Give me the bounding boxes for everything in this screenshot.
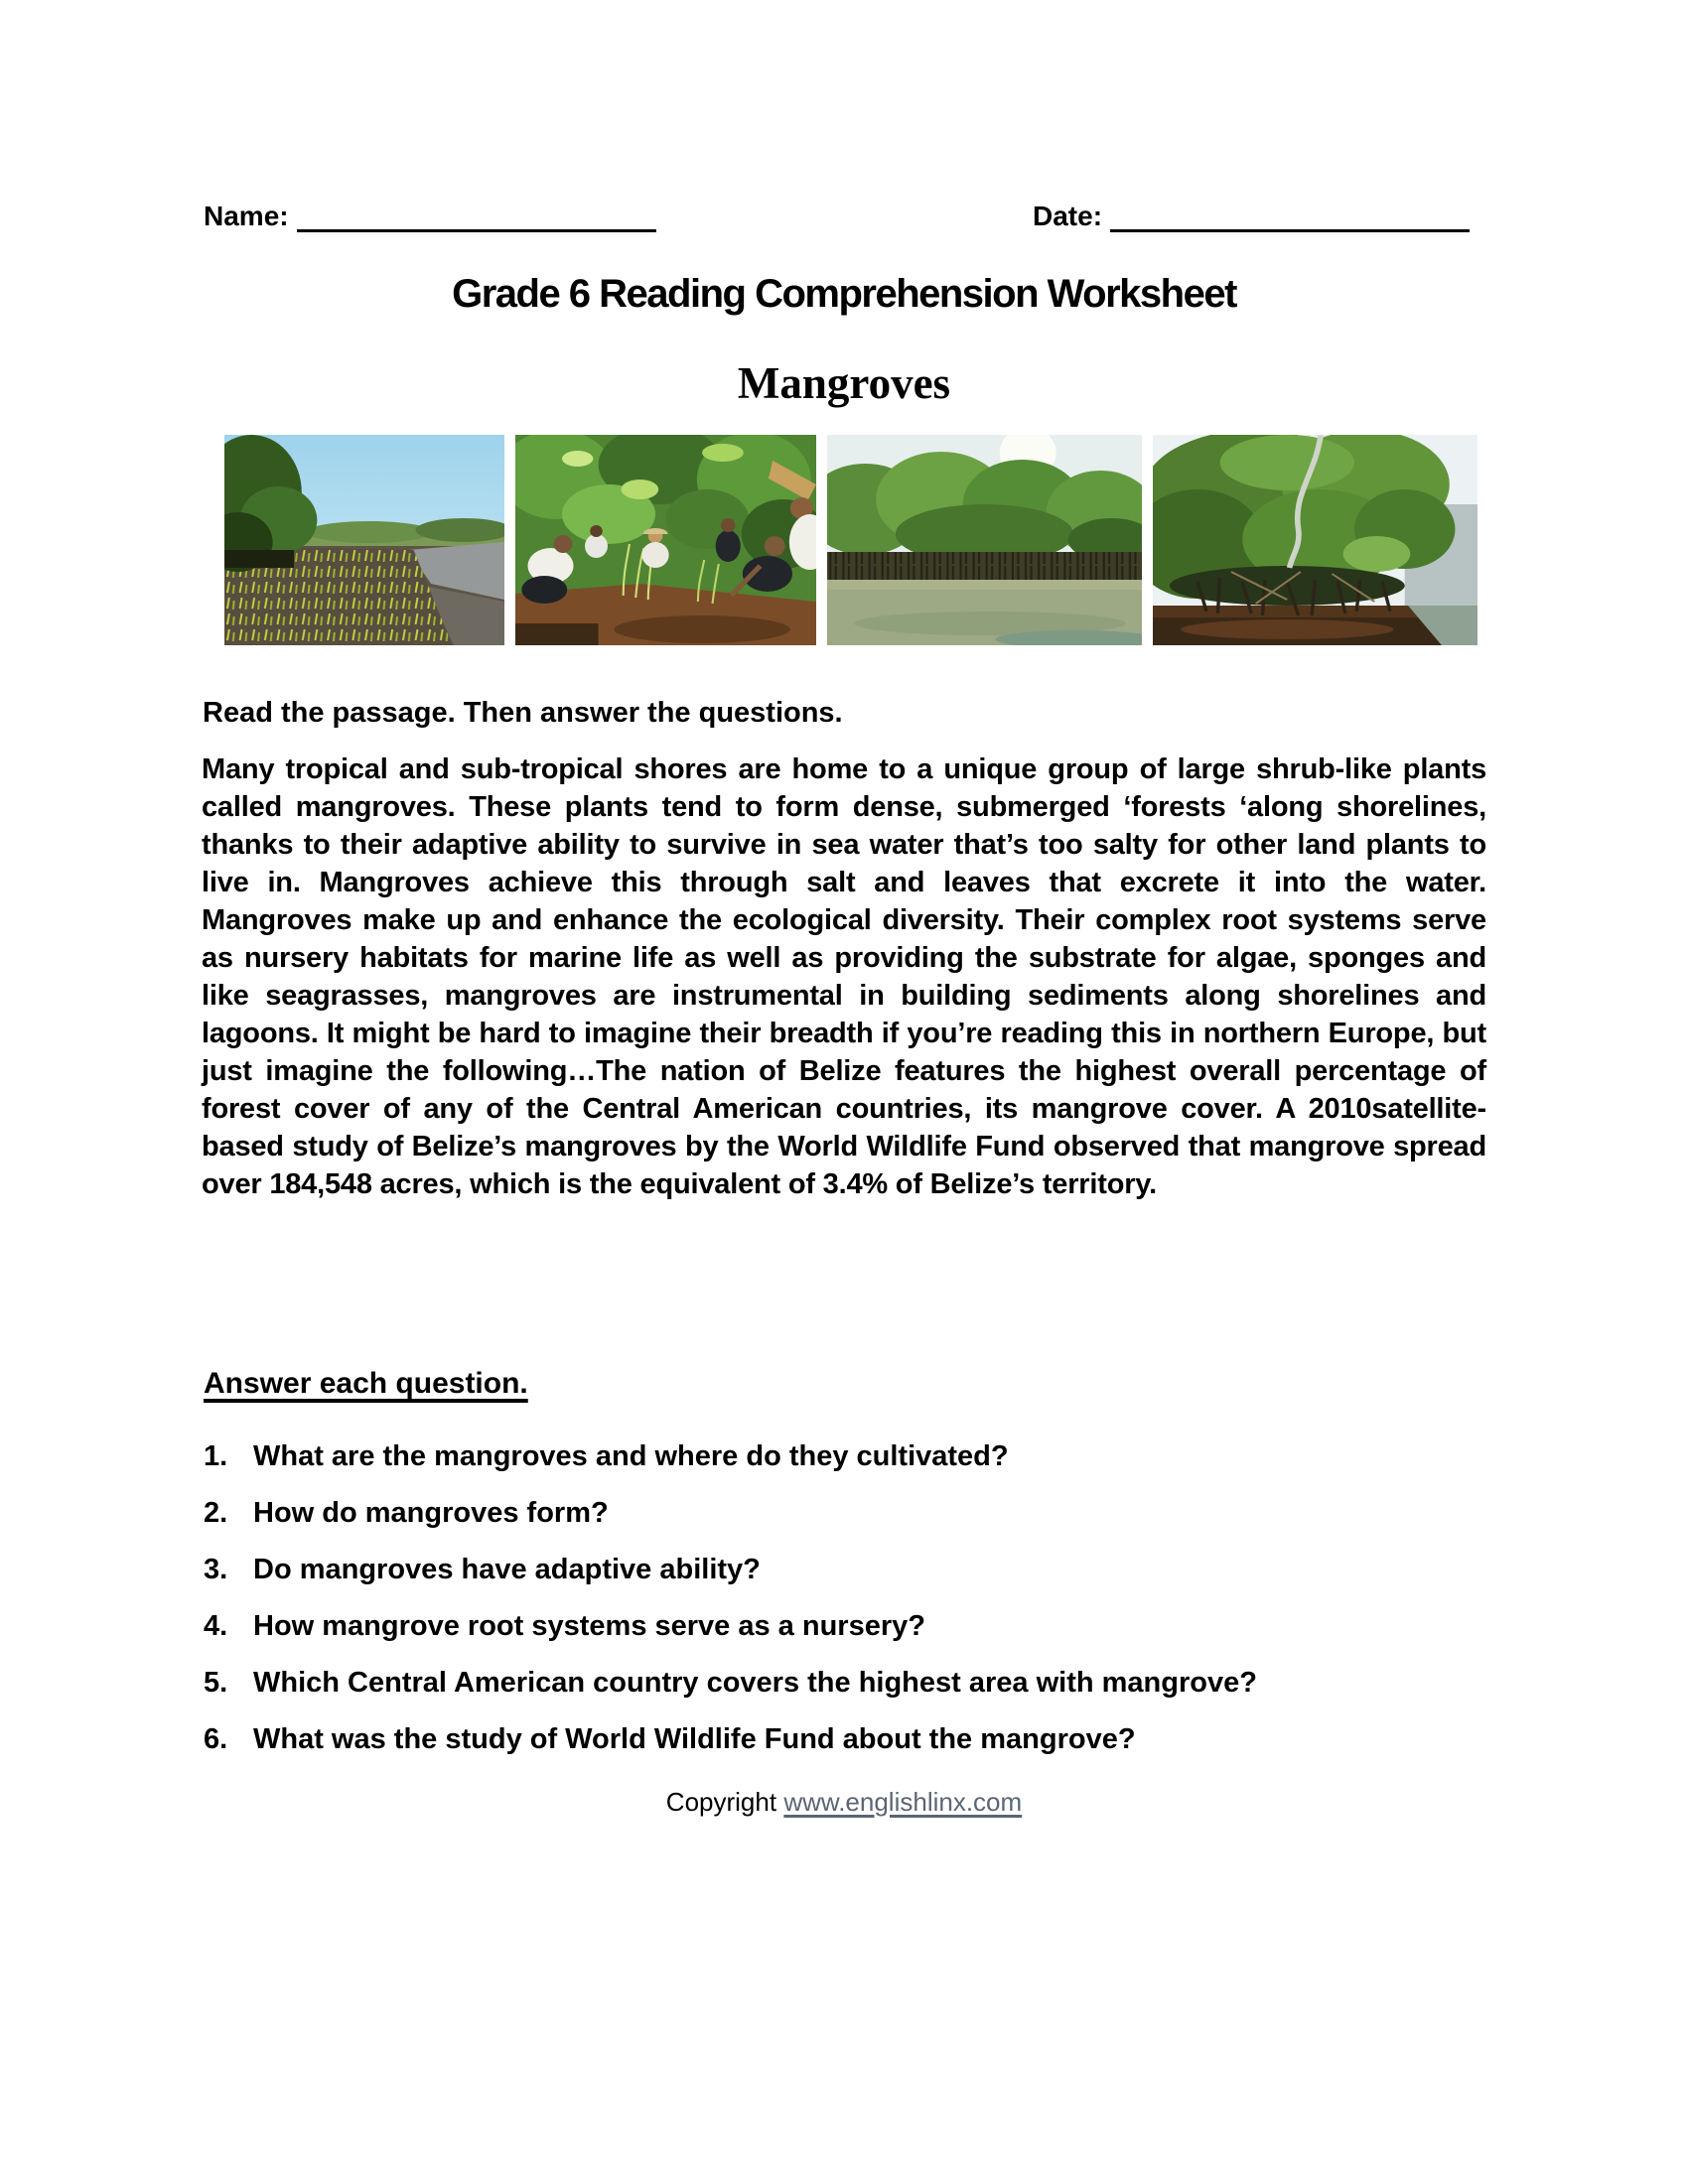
photo-strip [224, 435, 1477, 645]
question-text: What was the study of World Wildlife Fund about the mangrove? [253, 1723, 1136, 1755]
name-blank-line [297, 204, 656, 232]
question-number: 2. [204, 1497, 228, 1529]
date-label: Date: [1033, 201, 1103, 231]
mangrove-prop-roots-image [1153, 435, 1477, 645]
copyright-link[interactable]: www.englishlinx.com [783, 1787, 1023, 1817]
name-label: Name: [204, 201, 289, 231]
question-number: 6. [204, 1723, 228, 1755]
date-field [1033, 201, 1470, 232]
passage-instruction: Read the passage. Then answer the questions. [203, 697, 843, 729]
question-item [204, 1555, 1494, 1584]
question-item [204, 1441, 1494, 1471]
question-text: Which Central American country covers the highest area with mangrove? [253, 1667, 1257, 1699]
question-text: Do mangroves have adaptive ability? [253, 1554, 761, 1585]
copyright-text: Copyright [665, 1787, 777, 1817]
question-item [204, 1724, 1494, 1754]
question-text: How mangrove root systems serve as a nursery? [253, 1610, 925, 1642]
questions-list [204, 1441, 1494, 1781]
question-item [204, 1498, 1494, 1528]
photo-volunteers-planting [515, 435, 816, 645]
footer-copyright [0, 1787, 1688, 1818]
date-blank-line [1110, 204, 1470, 232]
question-text: What are the mangroves and where do they cultivated? [253, 1440, 1009, 1472]
photo-mangrove-prop-roots [1153, 435, 1477, 645]
question-number: 5. [204, 1667, 228, 1699]
page-subtitle: Mangroves [737, 358, 951, 408]
volunteers-planting-image [515, 435, 816, 645]
photo-mangrove-seedlings-marsh [224, 435, 504, 645]
question-item [204, 1668, 1494, 1698]
question-text: How do mangroves form? [253, 1497, 609, 1529]
question-number: 4. [204, 1610, 228, 1642]
mangrove-shoreline-image [827, 435, 1142, 645]
page-title: Grade 6 Reading Comprehension Worksheet [452, 272, 1236, 316]
passage-body: Many tropical and sub-tropical shores are home to a unique group of large shrub-like plants called mangroves. These plants tend to form dense, submerged ‘forests ‘along shorelines, thanks to their adaptive ability to survive in sea water that’s too salty for other land plants to live in. Mangroves achieve this through salt and leaves that excrete it into the water. Mangroves make up and enhance the ecological diversity. Their complex root systems serve as nursery habitats for marine life as well as providing the substrate for algae, sponges and like seagrasses, mangroves are instrumental in building sediments along shorelines and lagoons. It might be hard to imagine their breadth if you’re reading this in northern Europe, but just imagine the following…The nation of Belize features the highest overall percentage of forest cover of any of the Central American countries, its mangrove cover. A 2010satellite-based study of Belize’s mangroves by the World Wildlife Fund observed that mangrove spread over 184,548 acres, which is the equivalent of 3.4% of Belize’s territory. [202, 753, 1486, 1200]
question-item [204, 1611, 1494, 1641]
question-number: 3. [204, 1554, 228, 1585]
mangrove-seedlings-marsh-image [224, 435, 504, 645]
questions-heading: Answer each question. [204, 1367, 528, 1400]
question-number: 1. [204, 1440, 228, 1472]
name-field [204, 201, 656, 232]
photo-mangrove-shoreline [827, 435, 1142, 645]
